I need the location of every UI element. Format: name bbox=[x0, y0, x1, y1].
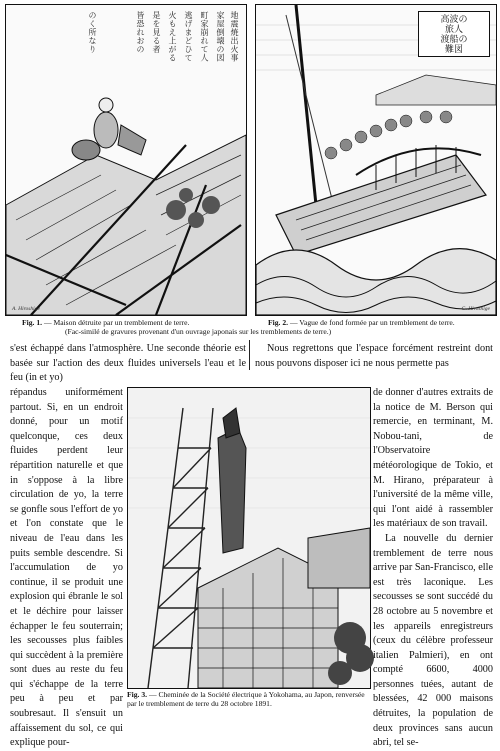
calligraphy-col-3: 町家崩れて人 bbox=[200, 11, 209, 62]
figure-3-engraving bbox=[128, 388, 370, 688]
figure-1-house-destroyed bbox=[5, 4, 247, 316]
figure-2-credit: G. Hiroshige bbox=[461, 306, 490, 312]
figure-1-caption-label: Fig. 1. bbox=[22, 318, 43, 327]
right-body-paragraph-1: de donner d'autres extraits de la notice de M. Berson qui remercie, en terminant, M. Nobou-tani, de l'Observatoire météorologique de Tokio, et M. Hirano, préparateur à l'université de la même ville, qui l'ont aidé à rassembler les matériaux de son travail. bbox=[373, 387, 493, 530]
cartouche-line-1: 高波の bbox=[440, 14, 468, 24]
figure-3-caption-text: — Cheminée de la Société électrique à Yokohama, au Japon, renversée par le tremblement de terre du 28 octobre 1891. bbox=[127, 690, 365, 708]
figure-2-cartouche bbox=[418, 11, 490, 57]
figure-3-caption bbox=[127, 691, 369, 709]
figure-2-caption-label: Fig. 2. bbox=[268, 318, 289, 327]
calligraphy-col-2: 家屋倒壊の図 bbox=[216, 11, 225, 62]
right-column-top bbox=[255, 342, 493, 371]
right-top-paragraph: Nous regrettons que l'espace forcément restreint dont nous pouvons disposer ici ne nous permette pas bbox=[255, 343, 493, 369]
figure-2-caption-sub: (Fac-similé de gravures provenant d'un ouvrage japonais sur les tremblements de terre.) bbox=[65, 327, 332, 336]
left-column-body bbox=[10, 386, 123, 749]
figure-2-caption-text: — Vague de fond formée par un tremblement de terre. bbox=[289, 318, 455, 327]
left-body-paragraph: répandus uniformément partout. Si, en un endroit donné, pour un motif quelconque, ces deux fluides perdent leur répartition naturelle et que in s'oppose à la libre circulation de yo, la terre se gonfle sous l'effort de yo et l'on constate que le niveau de l'eau dans les puits semble descendre. Si l'accumulation de yo continue, il se produit une explosion qui ébranle le sol et le déchire pour laisser échapper le feu souterrain; les secousses plus faibles qui succèdent à la première sont dues au reste du feu qui s'échappe de la terre peu à peu et par soubresaut. Il s'ensuit un affaissement du sol, ce qui explique pour- bbox=[10, 387, 123, 749]
figure-2-caption bbox=[268, 318, 455, 327]
calligraphy-col-5: 火もえ上がる bbox=[168, 11, 177, 62]
right-column-body bbox=[373, 386, 493, 749]
figure-1-caption bbox=[22, 318, 189, 327]
calligraphy-col-4: 逃げまどひて bbox=[184, 11, 193, 62]
left-top-paragraph: s'est échappé dans l'atmosphère. Une seconde théorie est basée sur l'action des deux fluides universels l'eau et le feu (in et yo) bbox=[10, 343, 246, 384]
calligraphy-col-1: 地震焼出火事 bbox=[230, 11, 239, 62]
calligraphy-col-8: のく所なり bbox=[88, 11, 97, 54]
cartouche-line-2: 旅人 bbox=[444, 24, 463, 34]
figure-3-caption-label: Fig. 3. bbox=[127, 690, 148, 699]
cartouche-line-3: 渡船の bbox=[440, 34, 468, 44]
right-body-paragraph-2: La nouvelle du dernier tremblement de terre nous arrive par San-Francisco, elle est très laconique. Les secousses se sont succédé du 28 octobre au 5 novembre et les appareils enregistreurs (ceux du célèbre professeur italien Palmieri), en ont compté 6600, 4000 personnes tuées, autant de blessées, 42 000 maisons détruites, la population de deux provinces sans aucun abri, tel se- bbox=[373, 532, 493, 749]
cartouche-line-4: 難図 bbox=[444, 44, 463, 54]
figure-2-ground-wave bbox=[255, 4, 497, 316]
calligraphy-col-7: 皆恐れおの bbox=[136, 11, 145, 54]
column-divider bbox=[249, 340, 250, 370]
calligraphy-col-6: 是を見る者 bbox=[152, 11, 161, 54]
figure-1-credit: A. Hiroshige bbox=[12, 306, 40, 312]
figure-1-caption-text: — Maison détruite par un tremblement de terre. bbox=[43, 318, 190, 327]
figure-1-engraving bbox=[6, 5, 246, 315]
left-column-top bbox=[10, 342, 246, 386]
figure-3-chimney bbox=[127, 387, 371, 689]
